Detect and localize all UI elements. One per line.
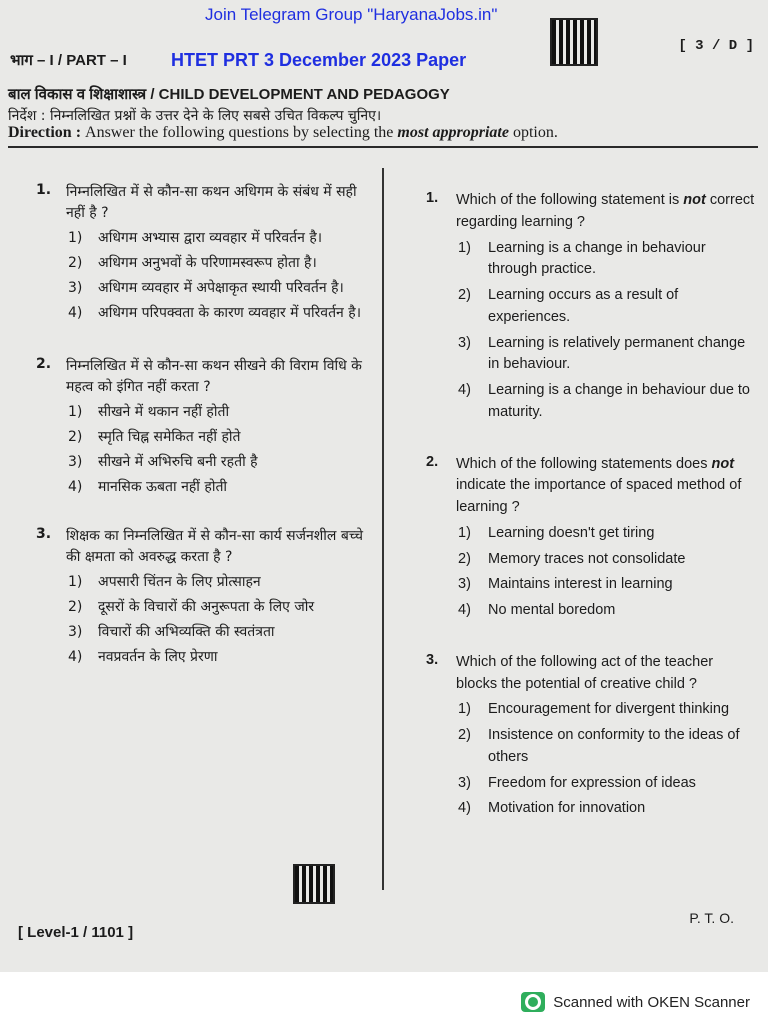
option-text: दूसरों के विचारों की अनुरूपता के लिए जोर xyxy=(98,599,315,615)
option-number: 2) xyxy=(458,550,471,567)
option-text: अधिगम परिपक्वता के कारण व्यवहार में परिवर्तन है। xyxy=(98,305,362,321)
question xyxy=(36,182,366,224)
option-number: 1) xyxy=(458,524,471,541)
scanner-logo-icon xyxy=(521,992,545,1012)
question-text xyxy=(456,190,756,234)
option-text: अपसारी चिंतन के लिए प्रोत्साहन xyxy=(98,574,261,590)
question xyxy=(426,454,756,519)
question xyxy=(426,652,756,696)
question-text xyxy=(456,454,756,519)
question-number: 1. xyxy=(36,182,52,198)
header-divider xyxy=(8,146,758,148)
option-number: 4) xyxy=(68,305,83,321)
option-item xyxy=(68,572,366,593)
question xyxy=(426,190,756,234)
option-number: 4) xyxy=(458,602,471,618)
option-number: 3) xyxy=(68,280,83,296)
option-item xyxy=(68,622,366,643)
option-number: 1) xyxy=(68,230,83,246)
option-item xyxy=(68,597,366,618)
question-block xyxy=(36,182,366,324)
qr-code-icon xyxy=(550,18,598,66)
option-item xyxy=(458,285,756,329)
option-item xyxy=(68,647,366,668)
option-item xyxy=(458,725,756,769)
option-item xyxy=(458,549,756,571)
question-number: 1. xyxy=(426,190,439,206)
question-text-part: Which of the following statement is xyxy=(456,192,684,208)
option-item xyxy=(68,253,366,274)
scanner-text: Scanned with OKEN Scanner xyxy=(553,993,750,1011)
option-item xyxy=(458,600,756,622)
hindi-questions-column xyxy=(36,182,366,668)
option-item xyxy=(458,523,756,545)
option-text: विचारों की अभिव्यक्ति की स्वतंत्रता xyxy=(98,624,275,640)
option-number: 3) xyxy=(458,576,471,593)
option-text: Insistence on conformity to the ideas of others xyxy=(488,727,740,765)
english-questions-column xyxy=(426,190,756,820)
question xyxy=(36,526,366,568)
question-number: 2. xyxy=(426,453,439,470)
option-text: Learning is a change in behaviour due to maturity. xyxy=(488,382,750,420)
option-text: Learning doesn't get tiring xyxy=(488,524,655,541)
question-number: 3. xyxy=(36,526,52,542)
option-number: 4) xyxy=(68,649,83,665)
option-item xyxy=(68,452,366,473)
option-text: Encouragement for divergent thinking xyxy=(488,701,730,718)
question-text-emphasis: not xyxy=(711,455,735,472)
option-number: 3) xyxy=(68,624,83,640)
option-text: स्मृति चिह्न समेकित नहीं होते xyxy=(98,429,241,445)
option-text: Learning occurs as a result of experiences. xyxy=(488,287,679,325)
option-item xyxy=(68,402,366,423)
instruction-english xyxy=(8,124,558,142)
pto-label: P. T. O. xyxy=(689,910,734,926)
option-item xyxy=(68,228,366,249)
option-item xyxy=(458,798,756,820)
option-item xyxy=(68,303,366,324)
option-text: मानसिक ऊबता नहीं होती xyxy=(98,479,228,495)
option-item xyxy=(458,574,756,596)
paper-title: HTET PRT 3 December 2023 Paper xyxy=(171,50,467,70)
question-text-part: indicate the importance of spaced method of learning ? xyxy=(456,477,742,515)
question-number: 3. xyxy=(426,651,439,668)
part-label: भाग – I / PART – I xyxy=(10,52,127,69)
option-text: Learning is relatively permanent change in behaviour. xyxy=(488,334,746,373)
instruction-text: Answer the following questions by selecting the xyxy=(85,124,398,141)
question-block xyxy=(426,652,756,820)
option-number: 1) xyxy=(68,404,83,420)
question-text: निम्नलिखित में से कौन-सा कथन अधिगम के संबंध में सही नहीं है ? xyxy=(66,184,357,221)
option-number: 3) xyxy=(68,454,83,470)
question-text-emphasis: not xyxy=(683,192,706,208)
option-number: 2) xyxy=(68,255,83,271)
option-text: सीखने में अभिरुचि बनी रहती है xyxy=(98,454,258,470)
option-item xyxy=(458,380,756,424)
option-number: 4) xyxy=(68,479,83,495)
question-block xyxy=(426,454,756,622)
instruction-emphasis: most appropriate xyxy=(397,124,509,141)
option-text: No mental boredom xyxy=(488,602,616,618)
option-text: सीखने में थकान नहीं होती xyxy=(98,404,230,420)
section-title: बाल विकास व शिक्षाशास्त्र / CHILD DEVELOPMENT AND PEDAGOGY xyxy=(8,86,450,103)
option-text: अधिगम व्यवहार में अपेक्षाकृत स्थायी परिवर्तन है। xyxy=(98,280,344,296)
option-item xyxy=(458,699,756,721)
option-item xyxy=(458,238,756,282)
question xyxy=(36,356,366,398)
question-block xyxy=(426,190,756,424)
page-code: [ 3 / D ] xyxy=(678,38,754,54)
question-text: निम्नलिखित में से कौन-सा कथन सीखने की विराम विधि के महत्व को इंगित नहीं करता ? xyxy=(66,358,362,395)
option-text: Maintains interest in learning xyxy=(488,576,673,593)
option-number: 1) xyxy=(68,574,83,590)
question-text xyxy=(456,652,756,696)
telegram-banner: Join Telegram Group "HaryanaJobs.in" xyxy=(205,5,498,24)
option-number: 2) xyxy=(458,287,471,303)
question-text-part: Which of the following statements does xyxy=(456,455,712,472)
option-number: 4) xyxy=(458,382,471,398)
option-item xyxy=(458,773,756,795)
option-text: Motivation for innovation xyxy=(488,800,646,817)
option-number: 3) xyxy=(458,774,471,791)
option-text: अधिगम अभ्यास द्वारा व्यवहार में परिवर्तन है। xyxy=(98,230,323,246)
qr-code-icon xyxy=(293,864,335,904)
option-number: 3) xyxy=(458,334,471,351)
column-divider xyxy=(382,168,384,890)
instruction-prefix: Direction : xyxy=(8,124,86,141)
option-text: Learning is a change in behaviour through practice. xyxy=(488,239,706,278)
question-block xyxy=(36,526,366,668)
option-item xyxy=(68,477,366,498)
instruction-suffix: option. xyxy=(508,124,558,141)
option-number: 4) xyxy=(458,800,471,817)
option-text: Memory traces not consolidate xyxy=(488,550,686,567)
question-text-part: Which of the following act of the teacher blocks the potential of creative child ? xyxy=(456,653,714,692)
option-item xyxy=(458,333,756,377)
option-item xyxy=(68,427,366,448)
instruction-hindi: निर्देश : निम्नलिखित प्रश्नों के उत्तर देने के लिए सबसे उचित विकल्प चुनिए। xyxy=(8,108,382,124)
option-number: 1) xyxy=(458,701,471,718)
scanner-watermark xyxy=(521,992,750,1012)
option-number: 2) xyxy=(68,429,83,445)
question-number: 2. xyxy=(36,356,52,372)
question-text: शिक्षक का निम्नलिखित में से कौन-सा कार्य सर्जनशील बच्चे की क्षमता को अवरुद्ध करता है ? xyxy=(66,528,364,565)
level-code: [ Level-1 / 1101 ] xyxy=(18,924,134,941)
option-item xyxy=(68,278,366,299)
question-block xyxy=(36,356,366,498)
option-number: 2) xyxy=(458,727,471,743)
option-text: Freedom for expression of ideas xyxy=(488,774,696,791)
option-number: 1) xyxy=(458,239,471,256)
option-text: नवप्रवर्तन के लिए प्रेरणा xyxy=(98,649,218,665)
question-text-part: correct regarding learning ? xyxy=(456,192,755,230)
option-text: अधिगम अनुभवों के परिणामस्वरूप होता है। xyxy=(98,255,317,271)
option-number: 2) xyxy=(68,599,83,615)
